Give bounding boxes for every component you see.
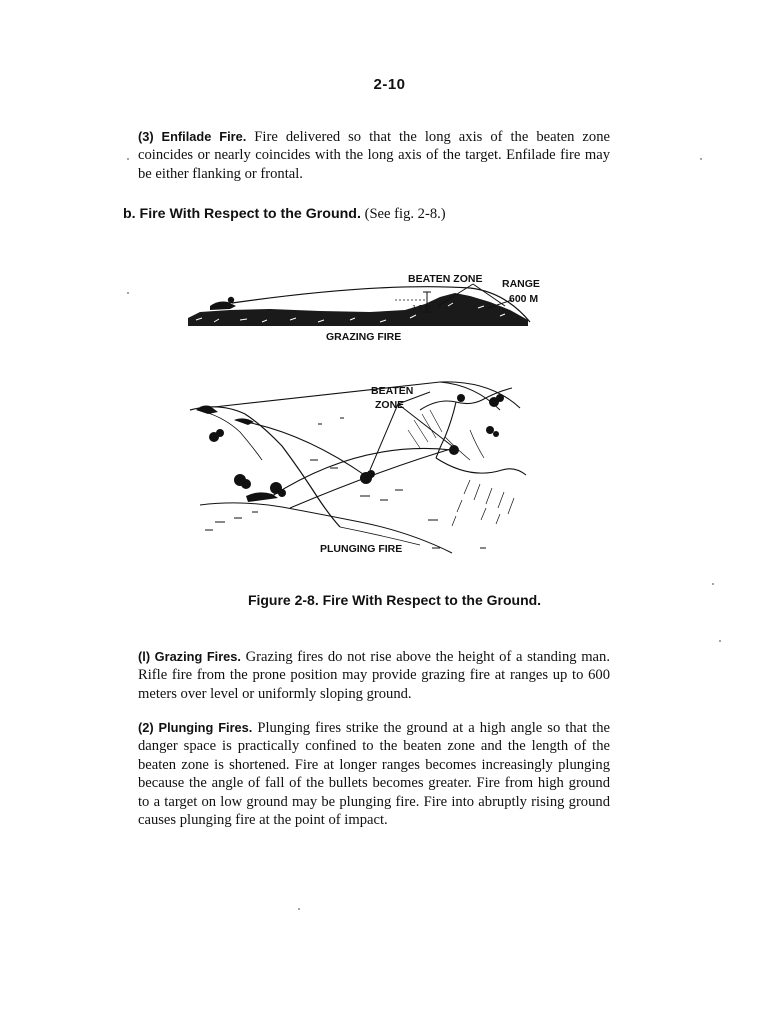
plunging-fires-heading: (2) Plunging Fires. xyxy=(138,720,253,735)
plunging-fires-paragraph xyxy=(138,719,610,829)
plunging-fires-text: Plunging fires strike the ground at a high angle so that the danger space is practically confined to the beaten zone and the length of the beaten zone is shortened. Fire at longer ranges becomes increasingly plunging because the angle of fall of the bullets becomes greater. Fire from high ground to a target on low ground may be plunging fire. Fire into abruptly rising ground causes plunging fire at the point of impact. xyxy=(138,720,610,829)
grazing-fire-title: GRAZING FIRE xyxy=(326,331,402,343)
beaten-zone-label: BEATEN ZONE xyxy=(408,273,483,285)
grazing-fires-text: Grazing fires do not rise above the height of a standing man. Rifle fire from the prone position may provide grazing fire at ranges up to 600 meters over level or uniformly sloping ground. xyxy=(138,649,610,702)
range-label: RANGE xyxy=(502,278,540,290)
plunging-trajectory-upper xyxy=(214,382,520,408)
page-number: 2-10 xyxy=(373,76,406,93)
lower-shooter-icon xyxy=(246,492,278,502)
plunging-trajectory-lower xyxy=(272,448,452,496)
grazing-fires-paragraph xyxy=(138,648,610,703)
grazing-ground xyxy=(188,293,528,326)
left-hill xyxy=(190,407,340,527)
section-b-title: b. Fire With Respect to the Ground. xyxy=(123,206,361,222)
range-value: 600 M xyxy=(509,293,539,305)
beaten-zone-label-line1: BEATEN xyxy=(371,385,414,397)
enfilade-fire-text: Fire delivered so that the long axis of the beaten zone coincides or nearly coincides with the long axis of the target. Enfilade fire may be either flanking or frontal. xyxy=(138,129,610,182)
figure-caption: Figure 2-8. Fire With Respect to the Ground. xyxy=(247,592,542,608)
right-ridge xyxy=(420,388,526,475)
scan-speck xyxy=(700,158,702,160)
section-b-reference: (See fig. 2-8.) xyxy=(364,206,446,222)
scan-speck xyxy=(719,640,721,642)
grazing-fires-heading: (l) Grazing Fires. xyxy=(138,649,241,664)
grazing-fire-diagram xyxy=(188,273,540,343)
plunging-fire-diagram xyxy=(190,382,526,555)
scan-speck xyxy=(127,292,129,294)
enfilade-fire-heading: (3) Enfilade Fire. xyxy=(138,129,247,144)
scan-speck xyxy=(712,583,714,585)
height-label: 1.8 M xyxy=(412,303,431,312)
plunging-fire-title: PLUNGING FIRE xyxy=(320,543,403,555)
scan-speck xyxy=(127,158,129,160)
scan-speck xyxy=(298,908,300,910)
beaten-zone-label-line2: ZONE xyxy=(375,399,405,411)
